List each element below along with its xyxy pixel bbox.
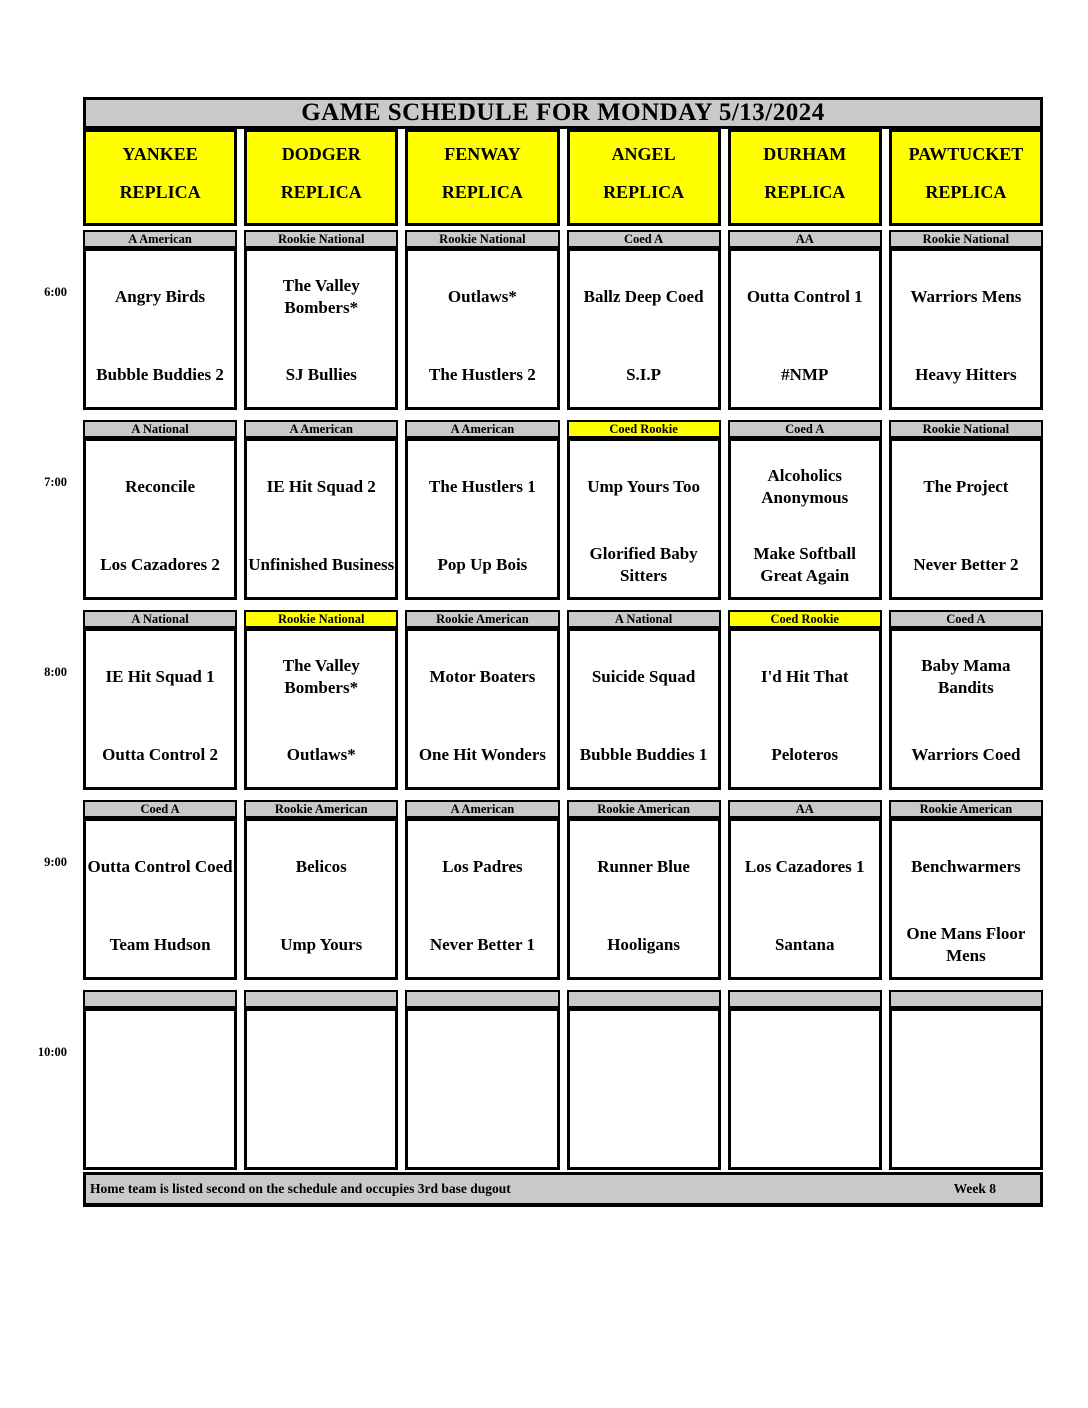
game-cell-empty [728, 1008, 882, 1170]
game-slot [889, 610, 1043, 790]
game-slot [567, 610, 721, 790]
game-schedule-table [37, 97, 1043, 1207]
division-bar [728, 990, 882, 1008]
field-header [728, 129, 882, 226]
game-slot [244, 610, 398, 790]
game-cell [83, 628, 237, 790]
field-replica-label: REPLICA [764, 182, 846, 202]
game-cell-empty [244, 1008, 398, 1170]
field-replica-label: REPLICA [119, 182, 201, 202]
away-team: Benchwarmers [911, 856, 1021, 876]
field-column-yankee [83, 129, 237, 1170]
game-cell [889, 248, 1043, 410]
division-bar: Coed A [567, 230, 721, 248]
game-slot [567, 420, 721, 600]
game-cell [83, 438, 237, 600]
home-team [247, 1089, 395, 1167]
division-bar: Rookie American [405, 610, 559, 628]
field-header [83, 129, 237, 226]
home-team: Outta Control 2 [102, 744, 218, 764]
division-bar: Rookie American [567, 800, 721, 818]
game-slot [83, 800, 237, 980]
game-slot [567, 800, 721, 980]
field-columns [83, 129, 1043, 1170]
home-team [731, 1089, 879, 1167]
home-team: Hooligans [607, 934, 680, 954]
division-bar: Rookie American [889, 800, 1043, 818]
division-bar: Coed Rookie [567, 420, 721, 438]
field-column-pawtucket [889, 129, 1043, 1170]
home-team [570, 1089, 718, 1167]
home-team: Outlaws* [286, 744, 356, 764]
division-bar: A National [83, 420, 237, 438]
away-team: IE Hit Squad 1 [105, 666, 215, 686]
field-header [889, 129, 1043, 226]
field-name: DODGER [281, 144, 361, 164]
home-team: S.I.P [626, 364, 662, 384]
game-slot [405, 990, 559, 1170]
division-bar [405, 990, 559, 1008]
away-team: The Valley Bombers* [282, 655, 360, 697]
division-bar: Coed Rookie [728, 610, 882, 628]
game-cell-empty [567, 1008, 721, 1170]
away-team: Los Padres [442, 856, 523, 876]
away-team: Outta Control 1 [746, 286, 863, 306]
game-slot [728, 800, 882, 980]
away-team: Warriors Mens [910, 286, 1022, 306]
away-team: Baby Mama Bandits [921, 655, 1011, 697]
away-team: IE Hit Squad 2 [266, 476, 376, 496]
away-team [570, 1011, 718, 1089]
field-name: FENWAY [444, 144, 521, 164]
game-slot [728, 420, 882, 600]
game-slot [244, 420, 398, 600]
division-bar: Rookie National [244, 610, 398, 628]
footer-week: Week 8 [953, 1181, 996, 1196]
field-header [244, 129, 398, 226]
away-team [408, 1011, 556, 1089]
game-slot [405, 800, 559, 980]
away-team: Angry Birds [114, 286, 206, 306]
away-team: Alcoholics Anonymous [761, 465, 849, 507]
division-bar: Coed A [83, 800, 237, 818]
field-name: ANGEL [611, 144, 676, 164]
away-team [731, 1011, 879, 1089]
division-bar: Rookie American [244, 800, 398, 818]
home-team: Ump Yours [280, 934, 363, 954]
home-team: The Hustlers 2 [429, 364, 536, 384]
home-team: Heavy Hitters [915, 364, 1017, 384]
away-team [892, 1011, 1040, 1089]
game-slot [83, 230, 237, 410]
game-cell [405, 818, 559, 980]
field-header [405, 129, 559, 226]
home-team: Team Hudson [109, 934, 211, 954]
game-slot [405, 420, 559, 600]
division-bar: A American [405, 800, 559, 818]
game-cell [83, 818, 237, 980]
game-cell [244, 628, 398, 790]
game-slot [83, 610, 237, 790]
home-team: Unfinished Business [248, 554, 395, 574]
game-slot [889, 230, 1043, 410]
game-cell [889, 438, 1043, 600]
field-replica-label: REPLICA [280, 182, 362, 202]
division-bar [244, 990, 398, 1008]
game-cell [405, 248, 559, 410]
field-column-angel [567, 129, 721, 1170]
home-team [86, 1089, 234, 1167]
time-label: 10:00 [37, 1045, 67, 1059]
home-team [892, 1089, 1040, 1167]
division-bar: A National [567, 610, 721, 628]
game-slot [728, 230, 882, 410]
game-cell [567, 628, 721, 790]
game-cell [567, 248, 721, 410]
field-replica-label: REPLICA [603, 182, 685, 202]
game-slot [244, 990, 398, 1170]
game-cell [728, 818, 882, 980]
game-cell-empty [405, 1008, 559, 1170]
schedule-title: GAME SCHEDULE FOR MONDAY 5/13/2024 [83, 97, 1043, 129]
home-team: Bubble Buddies 2 [96, 364, 224, 384]
home-team: Santana [774, 934, 835, 954]
home-team: Bubble Buddies 1 [579, 744, 708, 764]
game-cell-empty [889, 1008, 1043, 1170]
home-team: Never Better 1 [429, 934, 535, 954]
field-name: DURHAM [763, 144, 847, 164]
division-bar: Rookie National [889, 230, 1043, 248]
division-bar [83, 990, 237, 1008]
time-gutter [17, 97, 75, 1207]
home-team: SJ Bullies [285, 364, 357, 384]
field-name: PAWTUCKET [908, 144, 1024, 164]
game-cell [244, 438, 398, 600]
home-team: Pop Up Bois [437, 554, 528, 574]
away-team [86, 1011, 234, 1089]
away-team: I'd Hit That [760, 666, 849, 686]
away-team: Motor Boaters [429, 666, 536, 686]
game-cell [567, 818, 721, 980]
away-team: Runner Blue [597, 856, 690, 876]
home-team: One Hit Wonders [418, 744, 547, 764]
field-column-durham [728, 129, 882, 1170]
away-team: Reconcile [125, 476, 195, 496]
division-bar: A American [405, 420, 559, 438]
away-team: The Valley Bombers* [282, 275, 360, 317]
game-slot [889, 990, 1043, 1170]
away-team: Ballz Deep Coed [583, 286, 704, 306]
away-team: The Hustlers 1 [429, 476, 536, 496]
division-bar: A National [83, 610, 237, 628]
time-label: 9:00 [44, 855, 67, 869]
game-cell [728, 438, 882, 600]
away-team: Suicide Squad [591, 666, 696, 686]
time-label: 8:00 [44, 665, 67, 679]
home-team: Peloteros [771, 744, 839, 764]
game-cell [83, 248, 237, 410]
field-column-dodger [244, 129, 398, 1170]
division-bar: A American [244, 420, 398, 438]
game-cell [567, 438, 721, 600]
division-bar: AA [728, 800, 882, 818]
field-replica-label: REPLICA [925, 182, 1007, 202]
division-bar: AA [728, 230, 882, 248]
game-cell-empty [83, 1008, 237, 1170]
division-bar: Rookie National [889, 420, 1043, 438]
game-cell [405, 438, 559, 600]
game-slot [889, 800, 1043, 980]
game-cell [889, 818, 1043, 980]
game-slot [728, 610, 882, 790]
away-team: Belicos [295, 856, 347, 876]
game-slot [83, 420, 237, 600]
field-replica-label: REPLICA [441, 182, 523, 202]
game-slot [244, 230, 398, 410]
game-cell [244, 818, 398, 980]
away-team: The Project [923, 476, 1009, 496]
division-bar: Coed A [728, 420, 882, 438]
home-team: One Mans Floor Mens [906, 923, 1026, 965]
game-slot [244, 800, 398, 980]
division-bar [889, 990, 1043, 1008]
home-team: #NMP [781, 364, 829, 384]
game-slot [728, 990, 882, 1170]
away-team: Los Cazadores 1 [744, 856, 865, 876]
away-team: Ump Yours Too [587, 476, 700, 496]
game-cell [244, 248, 398, 410]
footer-bar [83, 1172, 1043, 1207]
division-bar: Coed A [889, 610, 1043, 628]
home-team: Make Softball Great Again [753, 543, 856, 585]
game-slot [567, 230, 721, 410]
game-cell [889, 628, 1043, 790]
game-slot [889, 420, 1043, 600]
game-slot [405, 230, 559, 410]
home-team: Glorified Baby Sitters [589, 543, 698, 585]
away-team [247, 1011, 395, 1089]
division-bar [567, 990, 721, 1008]
home-team [408, 1089, 556, 1167]
home-team: Never Better 2 [913, 554, 1019, 574]
game-cell [405, 628, 559, 790]
game-slot [567, 990, 721, 1170]
time-label: 7:00 [44, 475, 67, 489]
field-column-fenway [405, 129, 559, 1170]
field-header [567, 129, 721, 226]
division-bar: Rookie National [405, 230, 559, 248]
game-slot [405, 610, 559, 790]
time-label: 6:00 [44, 285, 67, 299]
away-team: Outlaws* [447, 286, 517, 306]
home-team: Los Cazadores 2 [100, 554, 220, 574]
away-team: Outta Control Coed [87, 856, 233, 876]
game-cell [728, 628, 882, 790]
footer-note: Home team is listed second on the schedule and occupies 3rd base dugout [90, 1181, 511, 1196]
division-bar: A American [83, 230, 237, 248]
division-bar: Rookie National [244, 230, 398, 248]
field-name: YANKEE [122, 144, 198, 164]
home-team: Warriors Coed [911, 744, 1021, 764]
game-slot [83, 990, 237, 1170]
game-cell [728, 248, 882, 410]
